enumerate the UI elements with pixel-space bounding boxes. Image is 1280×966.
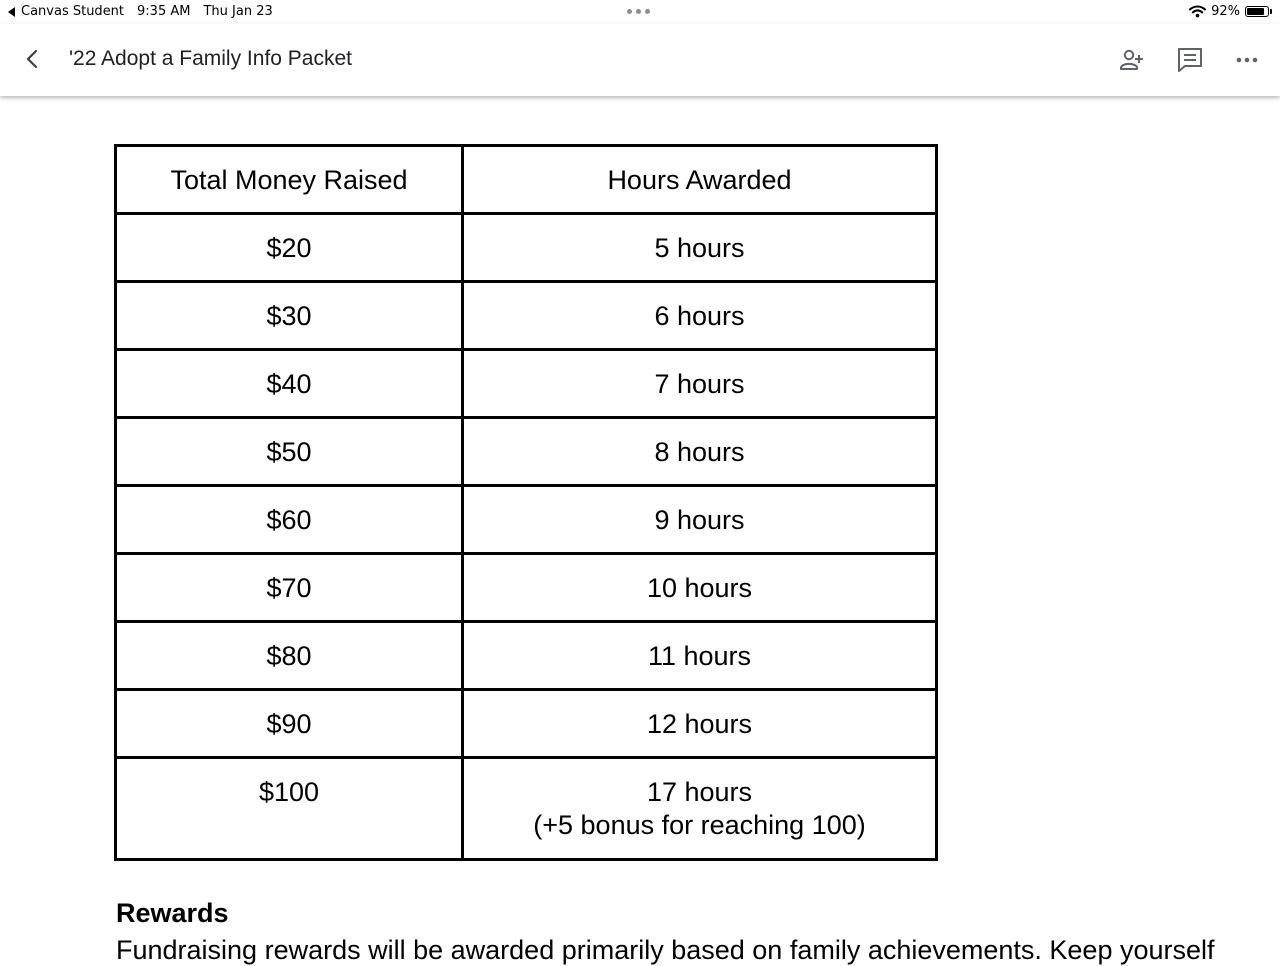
table-row: [116, 214, 937, 282]
hours-value: 17 hours: [646, 777, 753, 807]
wifi-icon: [1189, 5, 1206, 18]
hours-cell: 7 hours: [463, 350, 937, 418]
money-cell: $30: [116, 282, 463, 350]
hours-award-table: [114, 144, 938, 861]
table-row: [116, 418, 937, 486]
hours-cell: 9 hours: [463, 486, 937, 554]
table-row: [116, 622, 937, 690]
table-row: [116, 758, 937, 860]
hours-cell: 8 hours: [463, 418, 937, 486]
hours-cell: 10 hours: [463, 554, 937, 622]
table-row: [116, 282, 937, 350]
money-cell: $60: [116, 486, 463, 554]
app-top-bar: [0, 24, 1280, 96]
table-row: [116, 554, 937, 622]
money-cell: $20: [116, 214, 463, 282]
battery-icon: [1245, 6, 1269, 17]
status-time: 9:35 AM: [137, 4, 191, 19]
back-to-app-label[interactable]: Canvas Student: [21, 4, 125, 19]
back-arrow-icon[interactable]: [22, 48, 44, 70]
money-cell: $100: [116, 758, 463, 860]
money-cell: $40: [116, 350, 463, 418]
table-row: [116, 350, 937, 418]
more-icon[interactable]: [1233, 46, 1261, 74]
hours-cell: [463, 758, 937, 860]
header-total-money-raised: Total Money Raised: [116, 146, 463, 214]
rewards-heading: Rewards: [116, 898, 229, 928]
hours-cell: 12 hours: [463, 690, 937, 758]
table-header-row: [116, 146, 937, 214]
multitasking-dots-icon[interactable]: [627, 3, 650, 14]
money-cell: $70: [116, 554, 463, 622]
rewards-paragraph: Fundraising rewards will be awarded primarily based on family achievements. Keep yourself: [116, 935, 1215, 965]
bonus-note: (+5 bonus for reaching 100): [533, 810, 866, 840]
hours-cell: 5 hours: [463, 214, 937, 282]
back-to-app-icon[interactable]: [8, 7, 15, 17]
document-title: '22 Adopt a Family Info Packet: [69, 47, 352, 70]
add-person-icon[interactable]: [1118, 46, 1146, 74]
hours-cell: 11 hours: [463, 622, 937, 690]
status-date: Thu Jan 23: [203, 4, 273, 19]
money-cell: $50: [116, 418, 463, 486]
battery-percent: 92%: [1211, 4, 1240, 19]
table-row: [116, 486, 937, 554]
hours-cell: 6 hours: [463, 282, 937, 350]
ios-status-bar: [0, 0, 1280, 24]
table-row: [116, 690, 937, 758]
money-cell: $90: [116, 690, 463, 758]
comment-icon[interactable]: [1176, 46, 1204, 74]
header-hours-awarded: Hours Awarded: [463, 146, 937, 214]
money-cell: $80: [116, 622, 463, 690]
